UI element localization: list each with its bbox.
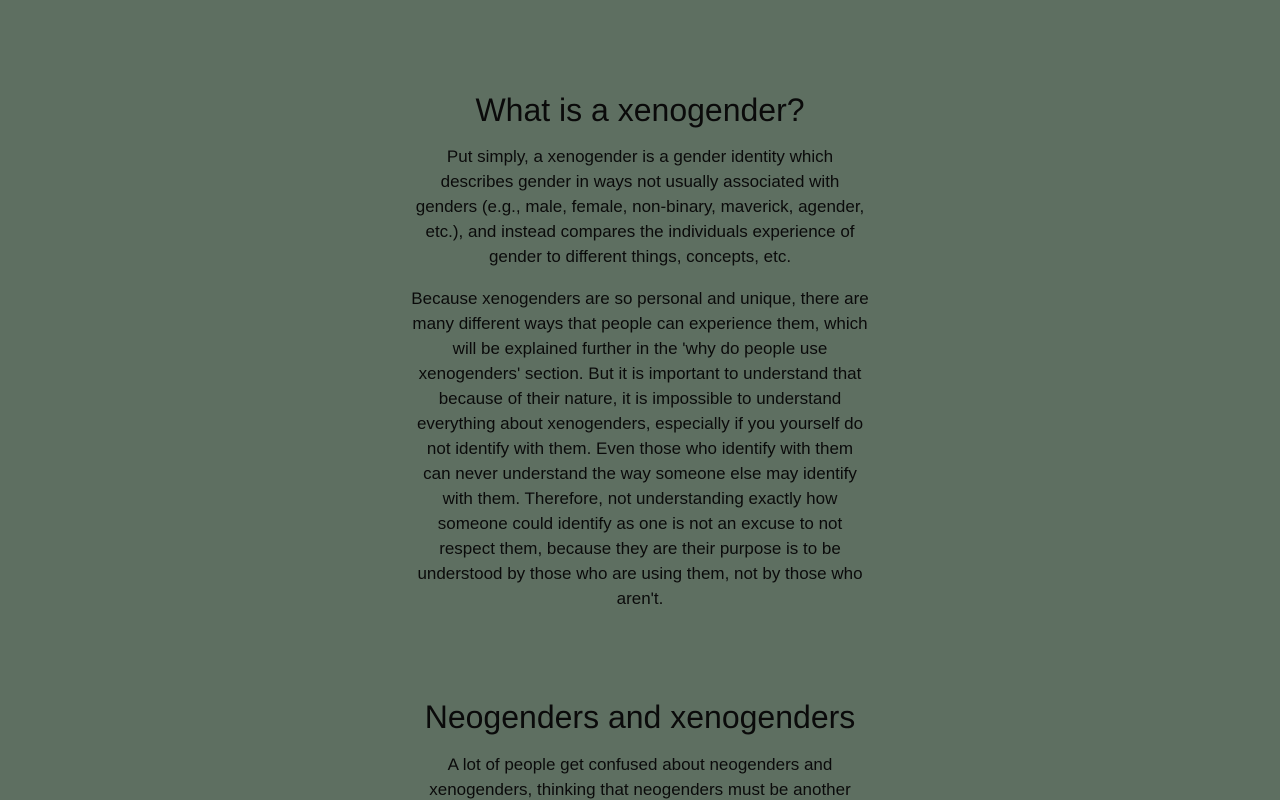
section-paragraph: A lot of people get confused about neogenders and xenogenders, thinking that neogenders must be another bbox=[429, 755, 851, 799]
section-heading: Neogenders and xenogenders bbox=[424, 699, 856, 735]
section-paragraph: Because xenogenders are so personal and unique, there are many different ways that people can experience them, which will be explained further in the 'why do people use xenogenders' section. But it is important to understand that because of their nature, it is impossible to understand everything about xenogenders, especially if you yourself do not identify with them. Even those who identify with them can never understand the way someone else may identify with them. Therefore, not understanding exactly how someone could identify as one is not an excuse to not respect them, because they are their purpose is to be understood by those who are using them, not by those who aren't. bbox=[411, 289, 869, 608]
section-neogenders-and-xenogenders bbox=[0, 695, 1280, 800]
section-paragraph: Put simply, a xenogender is a gender identity which describes gender in ways not usually associated with genders (e.g., male, female, non-binary, maverick, agender, etc.), and instead compares the individuals experience of gender to different things, concepts, etc. bbox=[415, 147, 865, 266]
section-what-is-xenogender bbox=[0, 88, 1280, 611]
section-heading: What is a xenogender? bbox=[475, 92, 805, 128]
